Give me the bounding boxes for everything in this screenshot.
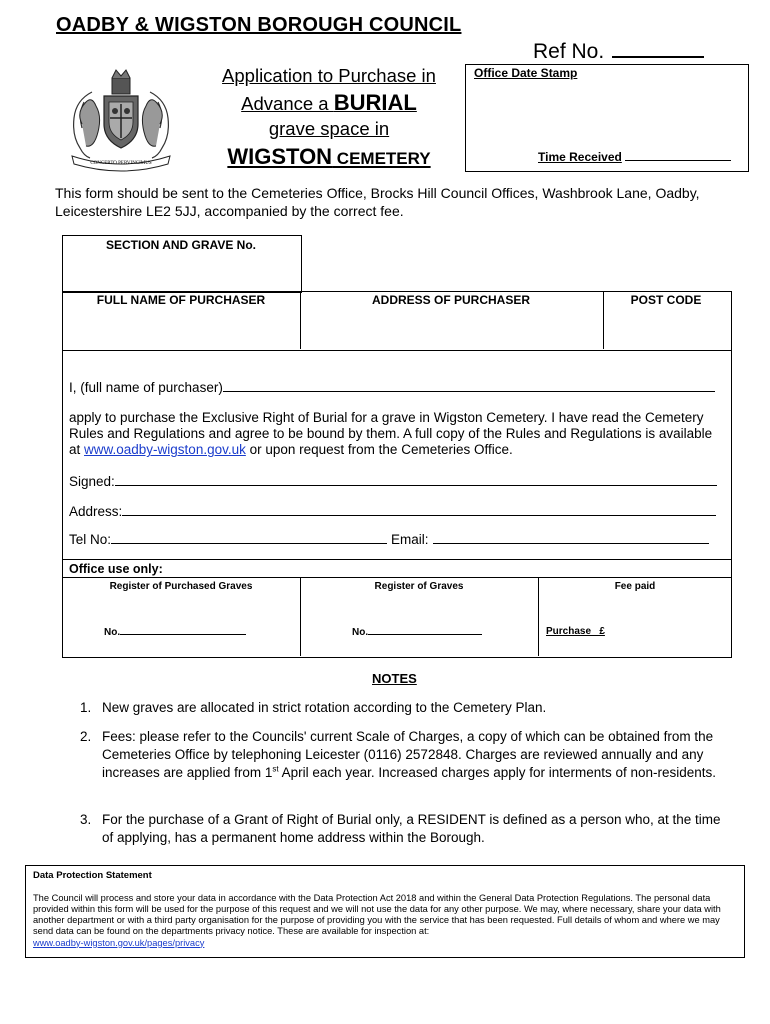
- signed-label: Signed:: [69, 474, 115, 489]
- register-purchased-graves: Register of Purchased Graves: [109, 581, 253, 592]
- time-received: [538, 150, 731, 164]
- office-use-divider: [62, 577, 732, 578]
- note-2-text: [102, 728, 730, 782]
- note-2: [80, 728, 730, 782]
- purchased-graves-no: [104, 626, 246, 638]
- title-line-2: [188, 88, 470, 117]
- tel-label: Tel No:: [69, 532, 112, 547]
- title-cemetery: CEMETERY: [332, 148, 431, 168]
- declaration-text-part1: apply to purchase the Exclusive Right of Burial for a grave in Wigston Cemetery. I have read the Cemetery Rules and Regulations and agree to be bound by them. A full copy of the Rules and Regulations is available at: [69, 410, 713, 458]
- declaration-text-part2: or upon request from the Cemeteries Office.: [245, 442, 513, 458]
- address-label: Address:: [69, 504, 123, 519]
- council-name: OADBY & WIGSTON BOROUGH COUNCIL: [56, 14, 462, 36]
- note-2-text-a: Fees: please refer to the Councils' current Scale of Charges, a copy of which can be obtained from the Cemeteries Office by telephoning Leicester (0116) 2572848. Charges are reviewed annually and any increases are applied from 1: [102, 729, 714, 780]
- title-burial: BURIAL: [333, 90, 417, 116]
- section-grave-header: SECTION AND GRAVE No.: [105, 238, 256, 252]
- data-protection-title: Data Protection Statement: [33, 870, 152, 881]
- note-1-number: 1.: [80, 700, 92, 715]
- office-use-heading: Office use only:: [69, 562, 163, 576]
- note-3-number: 3.: [80, 812, 92, 827]
- note-1-text: New graves are allocated in strict rotation according to the Cemetery Plan.: [102, 700, 547, 715]
- title-line-4: [188, 142, 470, 171]
- purchase-fee: Purchase £: [546, 626, 605, 637]
- ref-no-blank[interactable]: [612, 42, 704, 58]
- data-protection-body: The Council will process and store your data in accordance with the Data Protection Act 2018 and within the General Data Protection Regulations. The personal data provided within this form will be used for the purpose of this request and we will not use the data for any other purpose. We may, where necessary, share your data with another department or with a third party organisation for the purpose of providing you with the service that has been requested. Full details of whom and where we may send data can be found on the departments privacy notice. These are available for inspection at:: [33, 893, 721, 937]
- ref-no: [533, 40, 704, 64]
- privacy-link[interactable]: www.oadby-wigston.gov.uk/pages/privacy: [33, 937, 205, 948]
- tel-field[interactable]: [111, 531, 387, 544]
- full-name-header: FULL NAME OF PURCHASER: [96, 293, 266, 307]
- title-line-1: Application to Purchase in: [222, 65, 436, 86]
- data-protection-text: [33, 893, 735, 949]
- fee-paid: Fee paid: [614, 581, 656, 592]
- council-website-link[interactable]: www.oadby-wigston.gov.uk: [84, 442, 246, 458]
- register-of-graves: Register of Graves: [374, 581, 464, 592]
- email-field[interactable]: [433, 531, 709, 544]
- purchased-graves-no-label: No.: [104, 627, 121, 638]
- signed-line: [69, 473, 717, 489]
- crest-motto: CONCERTO PERVINCIMUS: [90, 161, 152, 166]
- note-1: [80, 699, 730, 717]
- declaration-text: [69, 410, 719, 459]
- address-line: [69, 503, 716, 519]
- notes-heading: NOTES: [372, 671, 417, 686]
- ref-no-label: Ref No.: [533, 40, 605, 63]
- office-date-stamp-label: Office Date Stamp: [474, 66, 578, 80]
- full-name-line: [69, 379, 715, 395]
- time-received-field[interactable]: [625, 150, 731, 161]
- full-name-label: I, (full name of purchaser): [69, 380, 223, 395]
- signature-field[interactable]: [115, 473, 717, 486]
- purchased-graves-no-field[interactable]: [120, 626, 246, 635]
- title-line-2-pre: Advance a: [241, 93, 334, 115]
- council-crest-icon: [62, 62, 180, 172]
- title-wigston: WIGSTON: [227, 143, 333, 169]
- note-3-text: For the purchase of a Grant of Right of Burial only, a RESIDENT is defined as a person who, at the time of applying, has a permanent home address within the Borough.: [102, 812, 721, 845]
- note-2-text-b: April each year. Increased charges apply for interments of non-residents.: [278, 764, 717, 780]
- address-header: ADDRESS OF PURCHASER: [371, 293, 530, 307]
- title-line-3: grave space in: [268, 118, 390, 140]
- note-2-sup: st: [272, 764, 279, 774]
- contact-line: [69, 531, 709, 547]
- note-3: [80, 811, 730, 847]
- intro-text: This form should be sent to the Cemeteries Office, Brocks Hill Council Offices, Washbrook Lane, Oadby, Leicestershire LE2 5JJ, accompanied by the correct fee.: [55, 185, 700, 220]
- email-label: Email:: [391, 532, 429, 547]
- post-code-header: POST CODE: [630, 293, 702, 307]
- graves-no-field[interactable]: [368, 626, 482, 635]
- graves-no-label: No.: [352, 627, 369, 638]
- address-field[interactable]: [122, 503, 716, 516]
- time-received-label: Time Received: [538, 150, 622, 164]
- note-2-number: 2.: [80, 729, 92, 744]
- graves-no: [352, 626, 482, 638]
- full-name-field[interactable]: [223, 379, 715, 392]
- form-title: [188, 64, 470, 171]
